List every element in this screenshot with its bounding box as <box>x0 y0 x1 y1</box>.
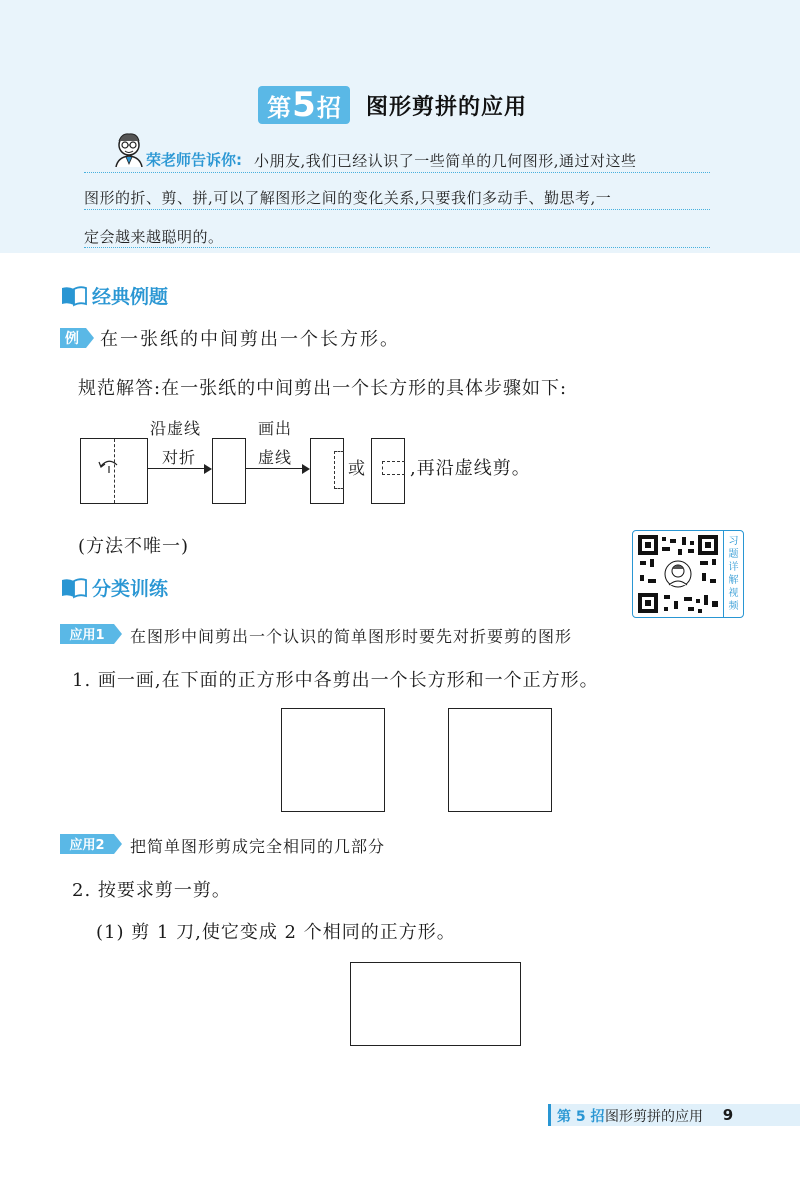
step-1-label-bottom: 对折 <box>162 448 197 467</box>
example-badge <box>60 328 94 348</box>
dashed-cut-outline <box>382 461 405 475</box>
section-title-classic-text: 经典例题 <box>92 286 169 308</box>
example-question: 在一张纸的中间剪出一个长方形。 <box>100 329 400 350</box>
paper-option-b <box>371 438 405 504</box>
badge-number: 5 <box>292 85 316 125</box>
divider-dotted <box>84 172 710 173</box>
rectangle-drawing-area[interactable] <box>350 962 521 1046</box>
step-1-label-top: 沿虚线 <box>150 419 202 438</box>
badge-prefix: 第 <box>267 93 292 122</box>
paper-step-1 <box>80 438 148 504</box>
footer-title: 图形剪拼的应用 <box>605 1109 703 1125</box>
footer-accent <box>548 1104 551 1126</box>
step-final-text: ,再沿虚线剪。 <box>410 458 531 479</box>
application-1-badge-text: 应用1 <box>69 628 105 643</box>
badge-suffix: 招 <box>316 93 341 122</box>
arrow-head-icon <box>302 464 310 474</box>
header-panel <box>0 0 800 253</box>
application-2-badge-text: 应用2 <box>69 838 105 853</box>
example-badge-text: 例 <box>65 331 79 347</box>
arrow-head-icon <box>204 464 212 474</box>
or-text: 或 <box>348 459 366 479</box>
fold-arrow-icon <box>97 457 121 477</box>
square-drawing-area-1[interactable] <box>281 708 385 812</box>
step-2-label-bottom: 虚线 <box>258 448 293 467</box>
open-book-icon <box>60 577 88 599</box>
page-number: 9 <box>722 1106 734 1124</box>
qr-code-panel[interactable] <box>632 530 744 618</box>
paper-step-2 <box>212 438 246 504</box>
application-1-badge <box>60 624 122 644</box>
intro-line-1: 小朋友,我们已经认识了一些简单的几何图形,通过对这些 <box>254 152 637 170</box>
question-1: 1. 画一画,在下面的正方形中各剪出一个长方形和一个正方形。 <box>72 670 599 691</box>
footer-chapter: 第 5 招 <box>557 1109 605 1125</box>
question-2: 2. 按要求剪一剪。 <box>72 880 231 901</box>
intro-line-3: 定会越来越聪明的。 <box>84 228 224 246</box>
teacher-avatar-icon <box>112 131 146 167</box>
application-1-text: 在图形中间剪出一个认识的简单图形时要先对折要剪的图形 <box>130 627 573 646</box>
paper-option-a <box>310 438 344 504</box>
divider-dotted <box>84 247 710 248</box>
divider-dotted <box>84 209 710 210</box>
step-2-label-top: 画出 <box>258 419 293 438</box>
application-2-badge <box>60 834 122 854</box>
section-title-classic <box>60 282 168 309</box>
chapter-badge <box>258 86 350 124</box>
method-note: (方法不唯一) <box>78 536 190 557</box>
teacher-label: 荣老师告诉你: <box>146 151 242 169</box>
square-drawing-area-2[interactable] <box>448 708 552 812</box>
qr-side-label: 习 题 详 解 视 频 <box>723 531 743 617</box>
section-title-training-text: 分类训练 <box>92 578 169 600</box>
application-2-text: 把简单图形剪成完全相同的几部分 <box>130 837 386 856</box>
solution-text: 规范解答:在一张纸的中间剪出一个长方形的具体步骤如下: <box>78 378 568 399</box>
open-book-icon <box>60 285 88 307</box>
question-2-part-1: (1) 剪 1 刀,使它变成 2 个相同的正方形。 <box>96 922 456 943</box>
intro-line-2: 图形的折、剪、拼,可以了解图形之间的变化关系,只要我们多动手、勤思考,一 <box>84 189 612 207</box>
page-title: 图形剪拼的应用 <box>366 95 528 120</box>
dashed-cut-outline <box>334 451 344 489</box>
section-title-training <box>60 574 168 601</box>
qr-code-icon <box>638 535 718 613</box>
step-arrow-2 <box>246 468 304 469</box>
step-arrow-1 <box>148 468 206 469</box>
